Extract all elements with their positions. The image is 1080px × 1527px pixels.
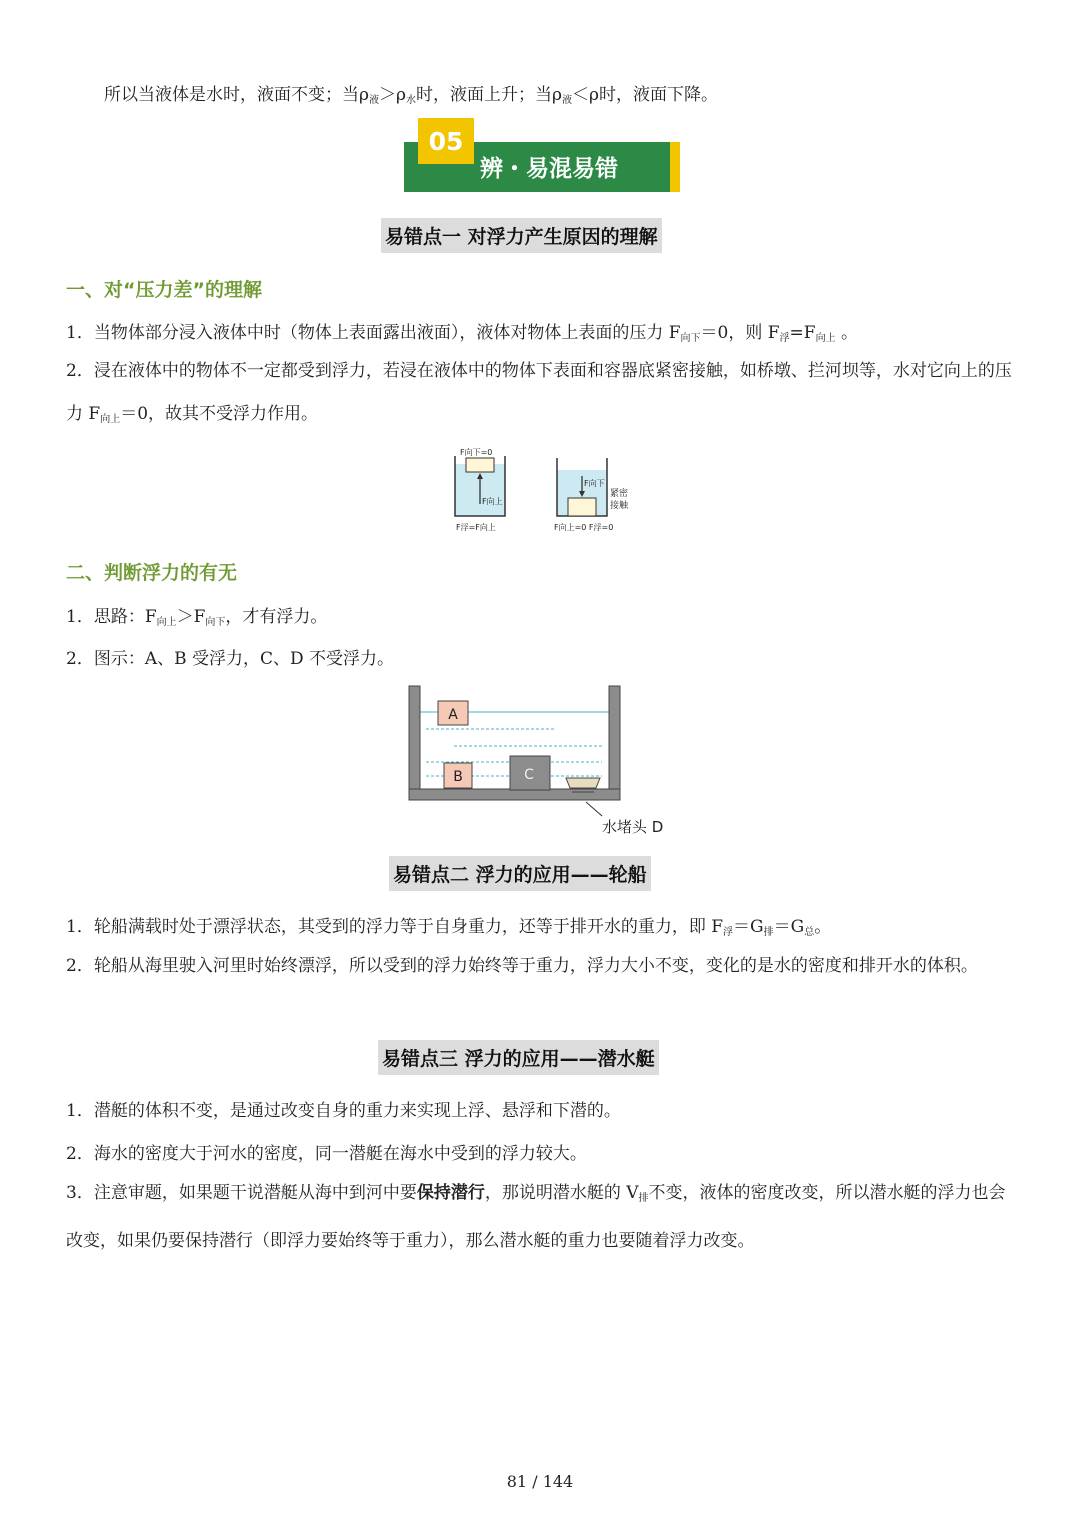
para-text: ＝G [773, 917, 805, 937]
label-bottom: F向上=0 F浮=0 [554, 523, 614, 532]
para-text: 2．浸在液体中的物体不一定都受到浮力，若浸在液体中的物体下表面和容器底紧密接触，如桥墩、拦河坝等，水对它向上的压力 F [66, 361, 1012, 424]
para-text: ，那说明潜水艇的 V [484, 1183, 639, 1203]
paragraph-4-1: 1．潜艇的体积不变，是通过改变自身的重力来实现上浮、悬浮和下潜的。 [66, 1101, 621, 1121]
paragraph-4-3 [66, 1172, 1016, 1263]
section-heading-1: 一、对“压力差”的理解 [66, 279, 262, 301]
page-separator: / [532, 1472, 538, 1491]
para-text: 不变，液体的密度改变，所以潜水艇的浮力也会改变，如果仍要保持潜行（即浮力要始终等于重力），那么潜水艇的重力也要随着浮力改变。 [66, 1183, 1006, 1251]
buoyancy-figure [406, 684, 686, 840]
subscript: 向上 [100, 414, 121, 425]
intro-line [104, 80, 718, 106]
banner-accent [670, 142, 680, 192]
para-text: 3．注意审题，如果题干说潜艇从海中到河中要 [66, 1183, 417, 1203]
paragraph-1-2 [66, 350, 1016, 441]
subscript: 液 [369, 95, 379, 106]
para-text: ＝G [733, 917, 764, 937]
water-plug [566, 778, 600, 788]
banner-number: 05 [418, 118, 474, 164]
label-bottom: F浮=F向上 [456, 523, 496, 532]
section-heading-2: 二、判断浮力的有无 [66, 562, 238, 584]
intro-text: ＞ρ [379, 85, 406, 105]
para-text: 。 [814, 917, 832, 937]
para-text: 。 [835, 323, 858, 343]
pressure-difference-figure [450, 446, 650, 538]
subscript: 向下 [205, 617, 226, 628]
page-total: 144 [542, 1472, 574, 1491]
emphasis-text: 保持潜行 [416, 1183, 485, 1203]
tank-wall-right [609, 686, 620, 800]
paragraph-2-2: 2．图示：A、B 受浮力，C、D 不受浮力。 [66, 649, 395, 669]
label-mid: F向上 [482, 497, 503, 506]
banner-title: 辨・易混易错 [480, 156, 618, 182]
para-text: ＝0，故其不受浮力作用。 [120, 404, 319, 424]
block-b-label: B [453, 769, 463, 785]
para-text: ，才有浮力。 [225, 607, 328, 627]
intro-text: 所以当液体是水时，液面不变；当ρ [104, 85, 369, 105]
label-note: 紧密 [610, 489, 629, 499]
intro-text: 时，液面上升；当ρ [416, 85, 562, 105]
block [466, 458, 494, 472]
point-heading-3: 易错点三 浮力的应用——潜水艇 [378, 1040, 659, 1075]
subscript: 向下 [680, 333, 701, 344]
page-footer [0, 1472, 1080, 1491]
paragraph-2-1 [66, 602, 327, 628]
para-text: 1．当物体部分浸入液体中时（物体上表面露出液面），液体对物体上表面的压力 F [66, 323, 681, 343]
pointer-line [586, 802, 602, 816]
subscript: 总 [804, 927, 815, 938]
intro-text: ＜ρ时，液面下降。 [572, 85, 718, 105]
subscript: 浮 [779, 333, 790, 344]
block-a-label: A [448, 707, 458, 723]
paragraph-1-1 [66, 318, 858, 344]
subscript: 排 [763, 927, 774, 938]
subscript: 排 [638, 1193, 649, 1204]
label-note: 接触 [610, 501, 629, 511]
page-number: 81 [506, 1472, 528, 1491]
point-heading-1: 易错点一 对浮力产生原因的理解 [381, 218, 662, 253]
subscript: 液 [562, 95, 572, 106]
para-text: =F [789, 323, 816, 343]
subscript: 向上 [815, 333, 836, 344]
paragraph-4-2: 2．海水的密度大于河水的密度，同一潜艇在海水中受到的浮力较大。 [66, 1144, 587, 1164]
subscript: 向上 [156, 617, 177, 628]
subscript: 水 [406, 95, 416, 106]
label-top: F向下=0 [460, 448, 493, 457]
block-c-label: C [524, 767, 534, 783]
tank-wall-left [409, 686, 420, 800]
block [568, 498, 596, 516]
para-text: ＝0，则 F [700, 323, 780, 343]
label-arrow: F向下 [584, 479, 605, 488]
paragraph-3-2: 2．轮船从海里驶入河里时始终漂浮，所以受到的浮力始终等于重力，浮力大小不变，变化的是水的密度和排开水的体积。 [66, 956, 978, 976]
tank-floor [409, 789, 620, 800]
section-banner [404, 118, 680, 192]
para-text: 1．轮船满载时处于漂浮状态，其受到的浮力等于自身重力，还等于排开水的重力，即 F [66, 917, 724, 937]
paragraph-3-1 [66, 912, 831, 938]
para-text: ＞F [176, 607, 206, 627]
plug-label: 水堵头 D [602, 818, 664, 836]
point-heading-2: 易错点二 浮力的应用——轮船 [389, 856, 651, 891]
subscript: 浮 [723, 927, 734, 938]
para-text: 1．思路：F [66, 607, 157, 627]
